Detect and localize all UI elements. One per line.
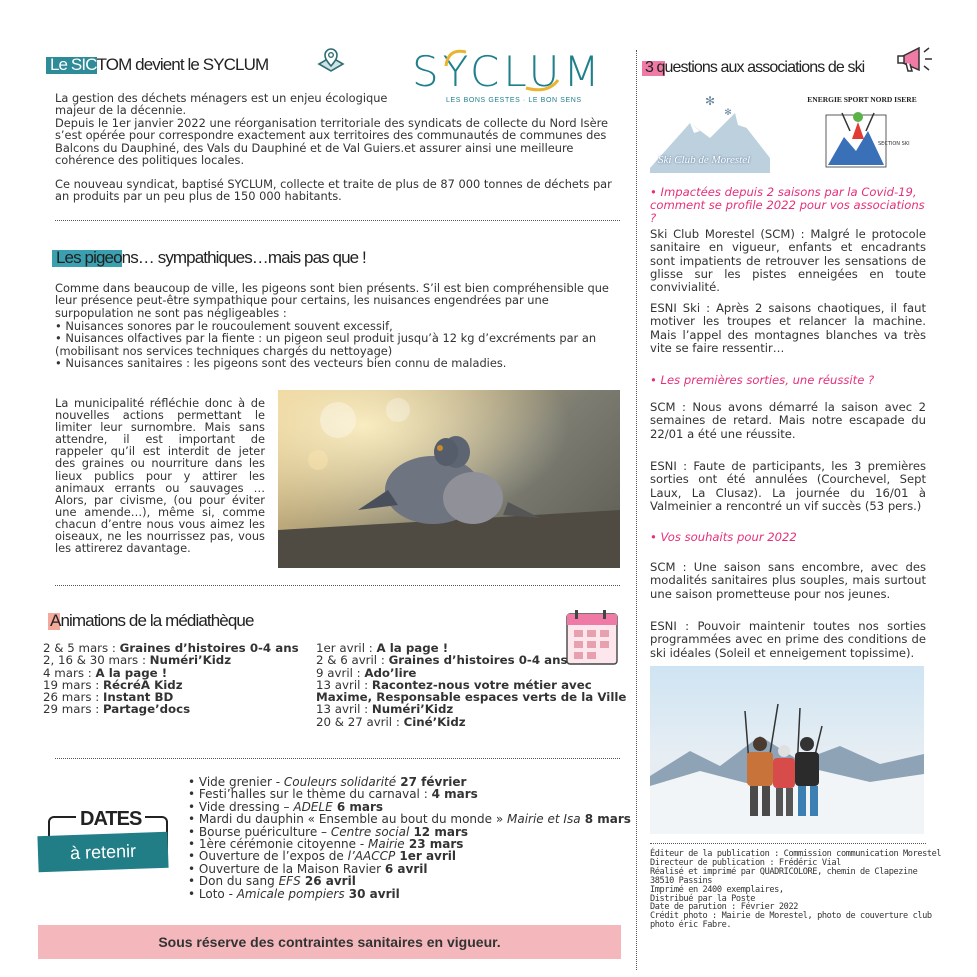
list-item: 2 & 5 mars : Graines d’histoires 0-4 ans (43, 641, 299, 655)
answer-scm-3: SCM : Une saison sans encombre, avec des modalités sanitaires plus souples, mais surtout une saison prometteuse pour nos jeunes. (650, 560, 926, 601)
question-2: • Les premières sorties, une réussite ? (650, 373, 875, 387)
answer-scm-1: Ski Club Morestel (SCM) : Malgré le protocole sanitaire en vigueur, enfants et encadrants sont impatients de retrouver les sensations de glisse sur les pistes enneigées en toute convivialité. (650, 227, 926, 295)
answer-esni-1: ESNI Ski : Après 2 saisons chaotiques, il faut motiver les troupes et relancer la machine. Mais l’appel des montagnes blanches va très vite se faire ressentir… (650, 301, 926, 355)
map-pin-icon (316, 44, 346, 76)
esni-logo-title: ENERGIE SPORT NORD ISERE (807, 95, 917, 104)
list-item: • Vide grenier - Couleurs solidarité 27 février (188, 775, 467, 789)
list-item: 20 & 27 avril : Ciné’Kidz (316, 714, 466, 729)
pigeons-side-text: La municipalité réfléchie donc à de nouvelles actions permettant le limiter leur surnombre. Mais sans attendre, il est important de rappeler qu’il est interdit de jeter des graines ou nourriture dans les lieux publics pour y attirer les animaux errants ou sauvages … Alors, par civisme, (ou pour éviter une amende…), même si, comme chacun d’entre nous vous aimez les oiseaux, ne les nourrissez pas, vous les attirerez davantage. (55, 396, 265, 556)
syclum-tagline: LES BONS GESTES · LE BON SENS (446, 97, 582, 104)
syctom-p2: Depuis le 1er janvier 2022 une réorganisation territoriale des syndicats de collecte du Nord Isère s’est opérée pour correspondre exactement aux territoires des communautés de communes des Balcons du Dauphiné, des Vals du Dauphiné et de Val Guiers.et assurer ainsi une meilleure cohérence des politiques locales. (55, 116, 609, 168)
pigeons-bullets (55, 320, 620, 370)
list-item: Maxime, Responsable espaces verts de la Ville (316, 690, 627, 705)
ski-club-morestel-logo (650, 93, 770, 173)
list-item: • Festi’halles sur le thème du carnaval : 4 mars (188, 787, 478, 802)
list-item: 1er avril : A la page ! (316, 641, 449, 655)
syclum-logo-text: SYCLUM (412, 47, 604, 94)
svg-text:✻: ✻ (704, 94, 716, 108)
pigeons-intro: Comme dans beaucoup de ville, les pigeons sont bien présents. S’il est bien compréhensible que leur présence peut-être sympathique pour certains, les nuisances engendrées par une surpopulation ne sont pas négligeables : (55, 281, 609, 320)
list-item: 9 avril : Ado’lire (316, 665, 417, 680)
dates-list (188, 776, 631, 900)
list-item: 13 avril : Racontez-nous votre métier avec (316, 677, 592, 692)
divider (55, 220, 620, 221)
bullet-item: • Nuisances sanitaires : les pigeons sont des vecteurs bien connu de maladies. (55, 356, 507, 371)
mediatheque-title: Animations de la médiathèque (50, 611, 254, 630)
credit-line: Directeur de publication : Frédéric Vial (650, 857, 841, 868)
list-item: • Loto - Amicale pompiers 30 avril (188, 886, 400, 901)
list-item: • Vide dressing – ADELE 6 mars (188, 799, 384, 814)
question-1: • Impactées depuis 2 saisons par la Covid-19, comment se profile 2022 pour vos associations ? (650, 185, 925, 225)
credit-line: 38510 Passins (650, 875, 713, 886)
question-3: • Vos souhaits pour 2022 (650, 530, 797, 544)
esni-logo-sub: SECTION SKI (878, 141, 910, 147)
list-item: 29 mars : Partage’docs (43, 702, 191, 717)
list-item: 2, 16 & 30 mars : Numéri’Kidz (43, 653, 232, 668)
pigeons-photo (278, 390, 620, 568)
list-item: • Bourse puériculture – Centre social 12 mars (188, 824, 468, 839)
list-item: • 1ère cérémonie citoyenne - Mairie 23 mars (188, 837, 464, 852)
syctom-p1: La gestion des déchets ménagers est un enjeu écologique majeur de la décennie. (55, 91, 388, 118)
badge-title: DATES (76, 808, 145, 831)
credit-line: Réalisé et imprimé par QUADRICOLORE, chemin de Clapezine (650, 866, 918, 877)
syclum-logo (408, 46, 613, 108)
divider (650, 843, 926, 844)
credit-line: Éditeur de la publication : Commission communication Morestel (650, 849, 942, 859)
pigeons-title: Les pigeons… sympathiques…mais pas que ! (52, 248, 366, 268)
syctom-p3: Ce nouveau syndicat, baptisé SYCLUM, collecte et traite de plus de 87 000 tonnes de déchets par an produits par un peu plus de 150 000 habitants. (55, 177, 612, 204)
list-item: 26 mars : Instant BD (43, 690, 174, 705)
svg-text:✻: ✻ (724, 108, 732, 118)
esni-logo (802, 93, 922, 175)
list-item: 2 & 6 avril : Graines d’histoires 0-4 ans (316, 653, 568, 668)
syctom-title: Le SICTOM devient le SYCLUM (46, 55, 268, 75)
dates-badge (38, 808, 178, 878)
bullet-item: • Nuisances olfactives par la fiente : un pigeon seul produit jusqu’à 12 kg d’excréments par an (mobilisant nos services techniques chargés du nettoyage) (55, 331, 597, 358)
list-item: • Ouverture de la Maison Ravier 6 avril (188, 861, 428, 876)
divider (55, 585, 620, 586)
publication-credits (650, 850, 941, 930)
list-item: • Don du sang EFS 26 avril (188, 874, 356, 889)
list-item: • Mardi du dauphin « Ensemble au bout du monde » Mairie et Isa 8 mars (188, 812, 631, 827)
column-divider (636, 50, 637, 970)
credit-line: photo éric Fabre. (650, 920, 732, 931)
sanitary-banner: Sous réserve des contraintes sanitaires en vigueur. (38, 925, 621, 959)
bullet-item: • Nuisances sonores par le roucoulement souvent excessif, (55, 319, 393, 333)
mediatheque-list-right (316, 642, 626, 728)
megaphone-icon (895, 40, 935, 80)
list-item: 13 avril : Numéri’Kidz (316, 702, 454, 717)
ski-title: 3 questions aux associations de ski (642, 59, 864, 77)
ski-club-logo-text: Ski Club de Morestel (658, 154, 751, 166)
credit-line: Imprimé en 2400 exemplaires, (650, 884, 784, 895)
answer-esni-3: ESNI : Pouvoir maintenir toutes nos sorties programmées avec en prime des conditions de ski idéales (Soleil et enneigement topissime). (650, 619, 926, 660)
list-item: 4 mars : A la page ! (43, 665, 168, 680)
list-item: 19 mars : RécréA Kidz (43, 677, 183, 692)
credit-line: Date de parution : Février 2022 (650, 902, 798, 913)
answer-scm-2: SCM : Nous avons démarré la saison avec 2 semaines de retard. Mais notre escapade du 22/01 a été une réussite. (650, 400, 926, 441)
list-item: • Ouverture de l’expos de l’AACCP 1er avril (188, 849, 457, 864)
mediatheque-list-left (43, 642, 299, 716)
credit-line: Distribué par la Poste (650, 893, 756, 904)
skiers-photo (650, 666, 924, 834)
credit-line: Crédit photo : Mairie de Morestel, photo de couverture club (650, 911, 932, 922)
divider (55, 758, 620, 759)
badge-subtitle: à retenir (37, 832, 168, 873)
answer-esni-2: ESNI : Faute de participants, les 3 premières sorties ont été annulées (Courchevel, Sept Laux, La Clusaz). La journée du 16/01 à Valmeinier a rencontré un vif succès (53 pers.) (650, 459, 926, 513)
